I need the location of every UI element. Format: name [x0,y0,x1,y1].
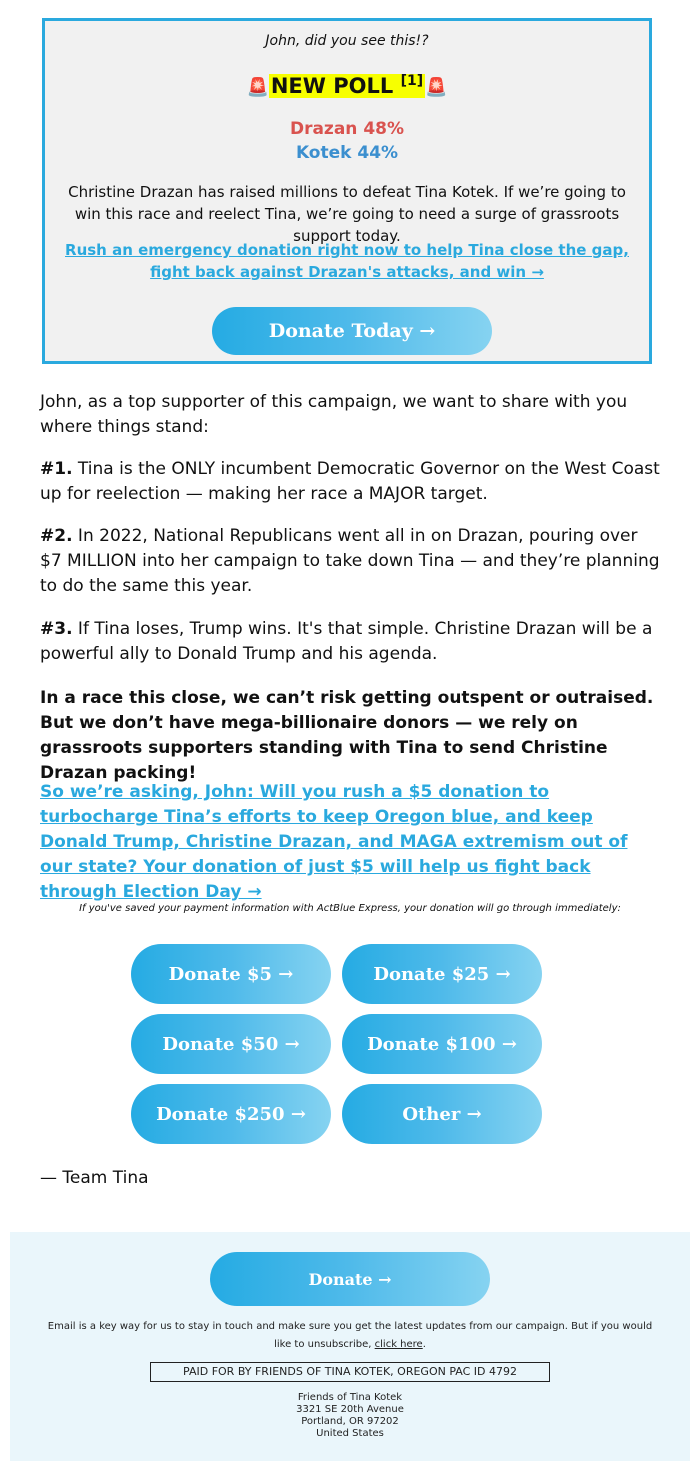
poll-callout-box [42,18,652,364]
donate-5-button[interactable]: Donate $5 → [131,944,331,1004]
poll-result-drazan: Drazan 48% [289,119,405,139]
unsubscribe-text-end: . [422,1339,426,1350]
point-1-label: #1. [40,459,73,479]
point-2-paragraph [40,524,660,599]
intro-paragraph: John, as a top supporter of this campaign, we want to share with you where things stand: [40,392,628,437]
poll-body-text: Christine Drazan has raised millions to defeat Tina Kotek. If we’re going to win this race and reelect Tina, we’re going to need a surge of grassroots support today. [68,183,626,245]
signoff: — Team Tina [40,1168,149,1188]
donate-50-button[interactable]: Donate $50 → [131,1014,331,1074]
unsubscribe-link[interactable]: click here [374,1339,423,1350]
poll-title [45,73,649,98]
siren-icon: 🚨 [425,77,448,98]
footer [10,1232,690,1461]
donate-25-button[interactable]: Donate $25 → [342,944,542,1004]
emergency-donation-link[interactable]: Rush an emergency donation right now to help Tina close the gap, fight back against Drazan's attacks, and win → [65,241,629,281]
bold-appeal-paragraph: In a race this close, we can’t risk getting outspent or outraised. But we don’t have mega-billionaire donors — we rely on grassroots supporters standing with Tina to send Christine Drazan packing! [40,688,654,783]
siren-icon: 🚨 [246,77,269,98]
point-1-paragraph [40,457,660,507]
donate-other-button[interactable]: Other → [342,1084,542,1144]
point-3-paragraph [40,617,660,667]
paid-for-disclaimer: PAID FOR BY FRIENDS OF TINA KOTEK, OREGON PAC ID 4792 [150,1362,550,1382]
five-dollar-donation-link[interactable]: So we’re asking, John: Will you rush a $5 donation to turbocharge Tina’s efforts to keep Oregon blue, and keep Donald Trump, Christine Drazan, and MAGA extremism out of our state? Your donation of just $5 will help us fight back through Election Day → [40,782,628,902]
donate-today-button[interactable]: Donate Today → [212,307,492,355]
address-line: United States [316,1428,384,1439]
unsubscribe-text: Email is a key way for us to stay in touch and make sure you get the latest updates from our campaign. But if you would like to unsubscribe, [47,1321,653,1350]
address-line: Friends of Tina Kotek [297,1392,403,1403]
greeting-text: John, did you see this!? [265,33,429,49]
point-2-label: #2. [40,526,73,546]
address-line: 3321 SE 20th Avenue [296,1404,404,1415]
mailing-address [10,1392,690,1440]
poll-title-text: NEW POLL [270,74,394,98]
address-line: Portland, OR 97202 [301,1416,399,1427]
point-1-text: Tina is the ONLY incumbent Democratic Governor on the West Coast up for reelection — making her race a MAJOR target. [40,459,660,504]
footer-donate-button[interactable]: Donate → [210,1252,490,1306]
actblue-express-note: If you've saved your payment information with ActBlue Express, your donation will go through immediately: [79,903,621,914]
point-2-text: In 2022, National Republicans went all in on Drazan, pouring over $7 MILLION into her campaign to take down Tina — and they’re planning to do the same this year. [40,526,660,596]
donate-100-button[interactable]: Donate $100 → [342,1014,542,1074]
poll-reference[interactable]: [1] [400,73,424,89]
point-3-text: If Tina loses, Trump wins. It's that simple. Christine Drazan will be a powerful ally to Donald Trump and his agenda. [40,619,653,664]
point-3-label: #3. [40,619,73,639]
unsubscribe-notice [40,1318,660,1354]
poll-title-label [269,74,425,98]
donate-250-button[interactable]: Donate $250 → [131,1084,331,1144]
poll-result-kotek: Kotek 44% [295,143,399,163]
